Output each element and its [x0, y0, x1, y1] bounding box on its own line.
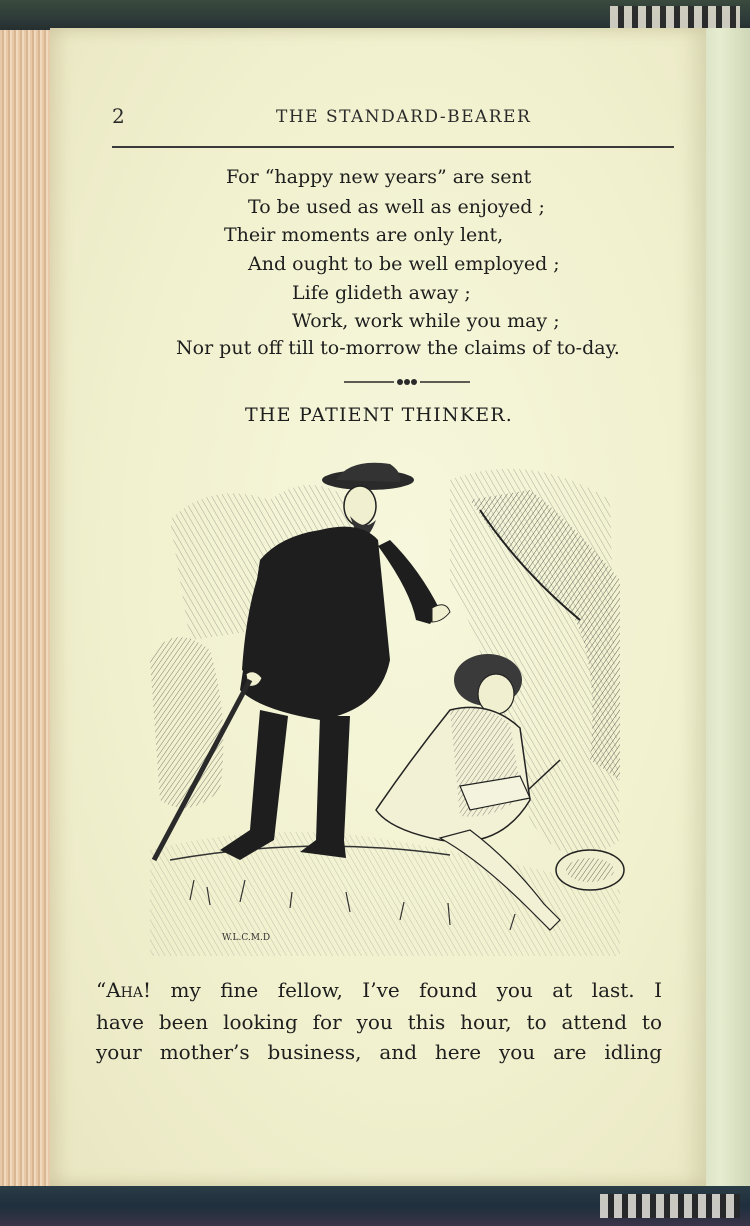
- facing-page-edge: [700, 28, 750, 1188]
- ornament-divider: [344, 376, 470, 388]
- poem-line: Life glideth away ;: [292, 282, 471, 304]
- prose-line: have been looking for you this hour, to attend to: [96, 1010, 662, 1034]
- book-binding-bottom: [0, 1186, 750, 1226]
- poem-line: For “happy new years” are sent: [226, 166, 532, 188]
- prose-smallcaps-word: Aha: [106, 978, 143, 1002]
- poem-line: Their moments are only lent,: [224, 224, 504, 246]
- poem-line: To be used as well as enjoyed ;: [248, 196, 545, 218]
- engraver-signature: W.L.C.M.D: [222, 933, 271, 943]
- running-head: THE STANDARD-BEARER: [276, 107, 532, 127]
- binding-stripes: [600, 1194, 740, 1218]
- poem-line: Nor put off till to-morrow the claims of to-day.: [176, 337, 620, 359]
- header-rule: [112, 146, 674, 148]
- section-title: THE PATIENT THINKER.: [245, 404, 514, 426]
- prose-line: [96, 978, 662, 1002]
- engraving-illustration: [150, 460, 630, 956]
- page-number: 2: [112, 104, 125, 128]
- opening-quote: “: [96, 978, 107, 1002]
- poem-line: And ought to be well employed ;: [248, 253, 560, 275]
- prose-line: your mother’s business, and here you are idling: [96, 1040, 662, 1064]
- prose-line-rest: ! my fine fellow, I’ve found you at last. I: [143, 978, 662, 1002]
- poem-line: Work, work while you may ;: [292, 310, 560, 332]
